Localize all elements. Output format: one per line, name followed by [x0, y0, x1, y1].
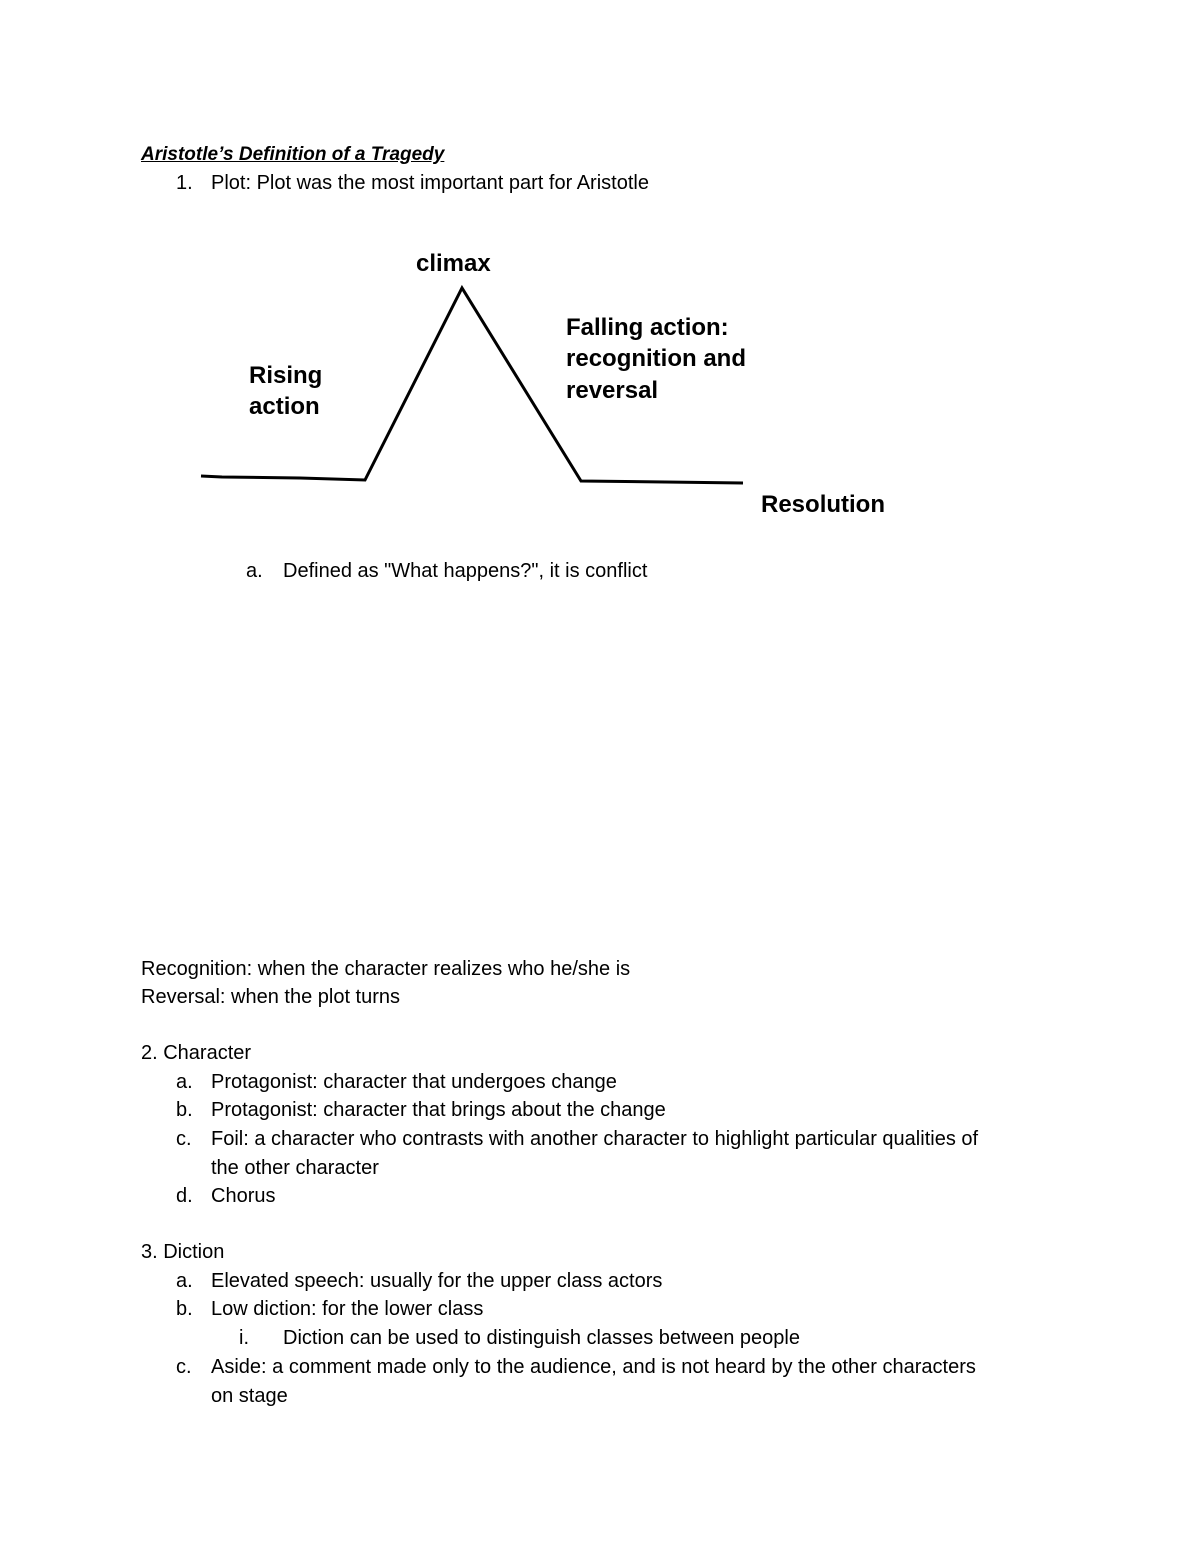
- falling-action-label-line2: recognition and: [566, 345, 746, 372]
- falling-action-label-line3: reversal: [566, 377, 659, 404]
- list-item: Chorus: [211, 1185, 276, 1207]
- list-item: Low diction: for the lower class: [211, 1298, 484, 1320]
- section-heading-diction: 3. Diction: [141, 1241, 225, 1263]
- list-item: Foil: a character who contrasts with another character to highlight particular qualities of: [211, 1128, 979, 1150]
- list-marker: c.: [176, 1128, 192, 1150]
- section-heading-character: 2. Character: [141, 1042, 252, 1064]
- list-item-continuation: on stage: [211, 1385, 288, 1407]
- list-marker: a.: [246, 560, 263, 582]
- rising-action-label-line1: Rising: [249, 362, 323, 389]
- list-item: Plot: Plot was the most important part for Aristotle: [211, 172, 649, 194]
- list-item: Elevated speech: usually for the upper class actors: [211, 1270, 663, 1292]
- page-title: Aristotle’s Definition of a Tragedy: [141, 144, 445, 165]
- list-marker: 1.: [176, 172, 193, 194]
- resolution-label: Resolution: [761, 491, 885, 518]
- falling-action-label-line1: Falling action:: [566, 314, 729, 341]
- list-marker: c.: [176, 1356, 192, 1378]
- list-item-continuation: the other character: [211, 1157, 379, 1179]
- reversal-definition: Reversal: when the plot turns: [141, 986, 401, 1008]
- list-item: Protagonist: character that undergoes change: [211, 1071, 617, 1093]
- list-item: Diction can be used to distinguish classes between people: [283, 1327, 800, 1349]
- list-marker: i.: [239, 1327, 249, 1349]
- plot-diagram: [0, 0, 1200, 600]
- list-marker: d.: [176, 1185, 193, 1207]
- climax-label: climax: [416, 250, 491, 277]
- recognition-definition: Recognition: when the character realizes who he/she is: [141, 958, 631, 980]
- list-marker: a.: [176, 1270, 193, 1292]
- list-marker: b.: [176, 1099, 193, 1121]
- list-item: Defined as "What happens?", it is conflict: [283, 560, 648, 582]
- list-item: Aside: a comment made only to the audience, and is not heard by the other characters: [211, 1356, 976, 1378]
- rising-action-label-line2: action: [249, 393, 320, 420]
- list-marker: b.: [176, 1298, 193, 1320]
- list-marker: a.: [176, 1071, 193, 1093]
- list-item: Protagonist: character that brings about the change: [211, 1099, 666, 1121]
